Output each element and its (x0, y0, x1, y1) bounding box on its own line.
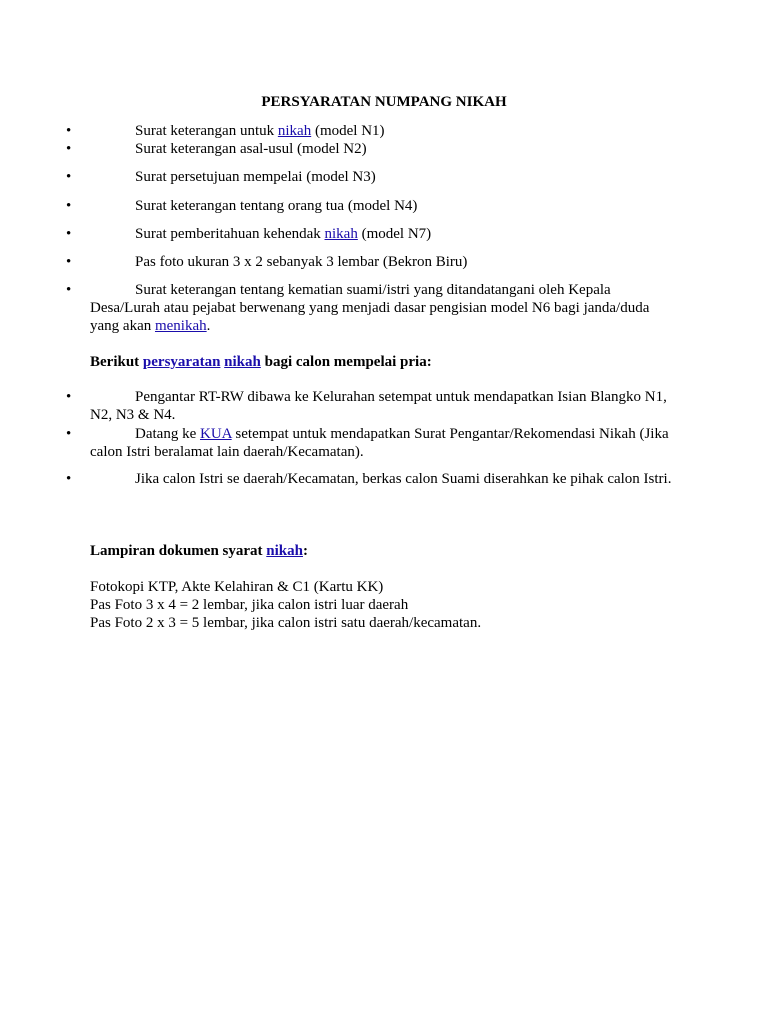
list-item: • Pengantar RT-RW dibawa ke Kelurahan setempat untuk mendapatkan Isian Blangko N1, N2, N3 & N4. (90, 388, 690, 424)
attachment-line: Fotokopi KTP, Akte Kelahiran & C1 (Kartu KK) (90, 579, 384, 595)
list-item: • Surat keterangan untuk nikah (model N1) (90, 122, 690, 140)
list-item: • Surat pemberitahuan kehendak nikah (model N7) (90, 225, 690, 243)
list-item: • Surat keterangan tentang orang tua (model N4) (90, 197, 690, 215)
link-nikah[interactable]: nikah (277, 123, 312, 139)
attachment-line: Pas Foto 3 x 4 = 2 lembar, jika calon istri luar daerah (90, 597, 409, 613)
attachment-line: Pas Foto 2 x 3 = 5 lembar, jika calon istri satu daerah/kecamatan. (90, 615, 482, 631)
link-menikah[interactable]: menikah (154, 318, 207, 334)
attachment-list (90, 578, 680, 632)
list-item: • Surat keterangan asal-usul (model N2) (90, 140, 690, 158)
list-item: • Datang ke KUA setempat untuk mendapatkan Surat Pengantar/Rekomendasi Nikah (Jika calon Istri beralamat lain daerah/Kecamatan). (90, 425, 690, 461)
list-item: • Pas foto ukuran 3 x 2 sebanyak 3 lembar (Bekron Biru) (90, 253, 690, 271)
list-item: • Jika calon Istri se daerah/Kecamatan, berkas calon Suami diserahkan ke pihak calon Istri. (90, 470, 690, 488)
page-title: PERSYARATAN NUMPANG NIKAH (261, 94, 507, 110)
groom-section-heading: Berikut persyaratan nikah bagi calon mempelai pria: (90, 354, 432, 370)
link-nikah[interactable]: nikah (324, 226, 358, 242)
list-item: • Surat persetujuan mempelai (model N3) (90, 168, 690, 186)
link-nikah[interactable]: nikah (224, 354, 261, 370)
list-item: • Surat keterangan tentang kematian suami/istri yang ditandatangani oleh Kepala Desa/Lurah atau pejabat berwenang yang menjadi dasar pengisian model N6 bagi janda/duda yang akan menikah. (90, 281, 660, 335)
link-nikah[interactable]: nikah (266, 543, 303, 559)
link-kua[interactable]: KUA (199, 426, 232, 442)
attachment-section-heading: Lampiran dokumen syarat nikah: (90, 543, 308, 559)
link-persyaratan[interactable]: persyaratan (142, 354, 221, 370)
